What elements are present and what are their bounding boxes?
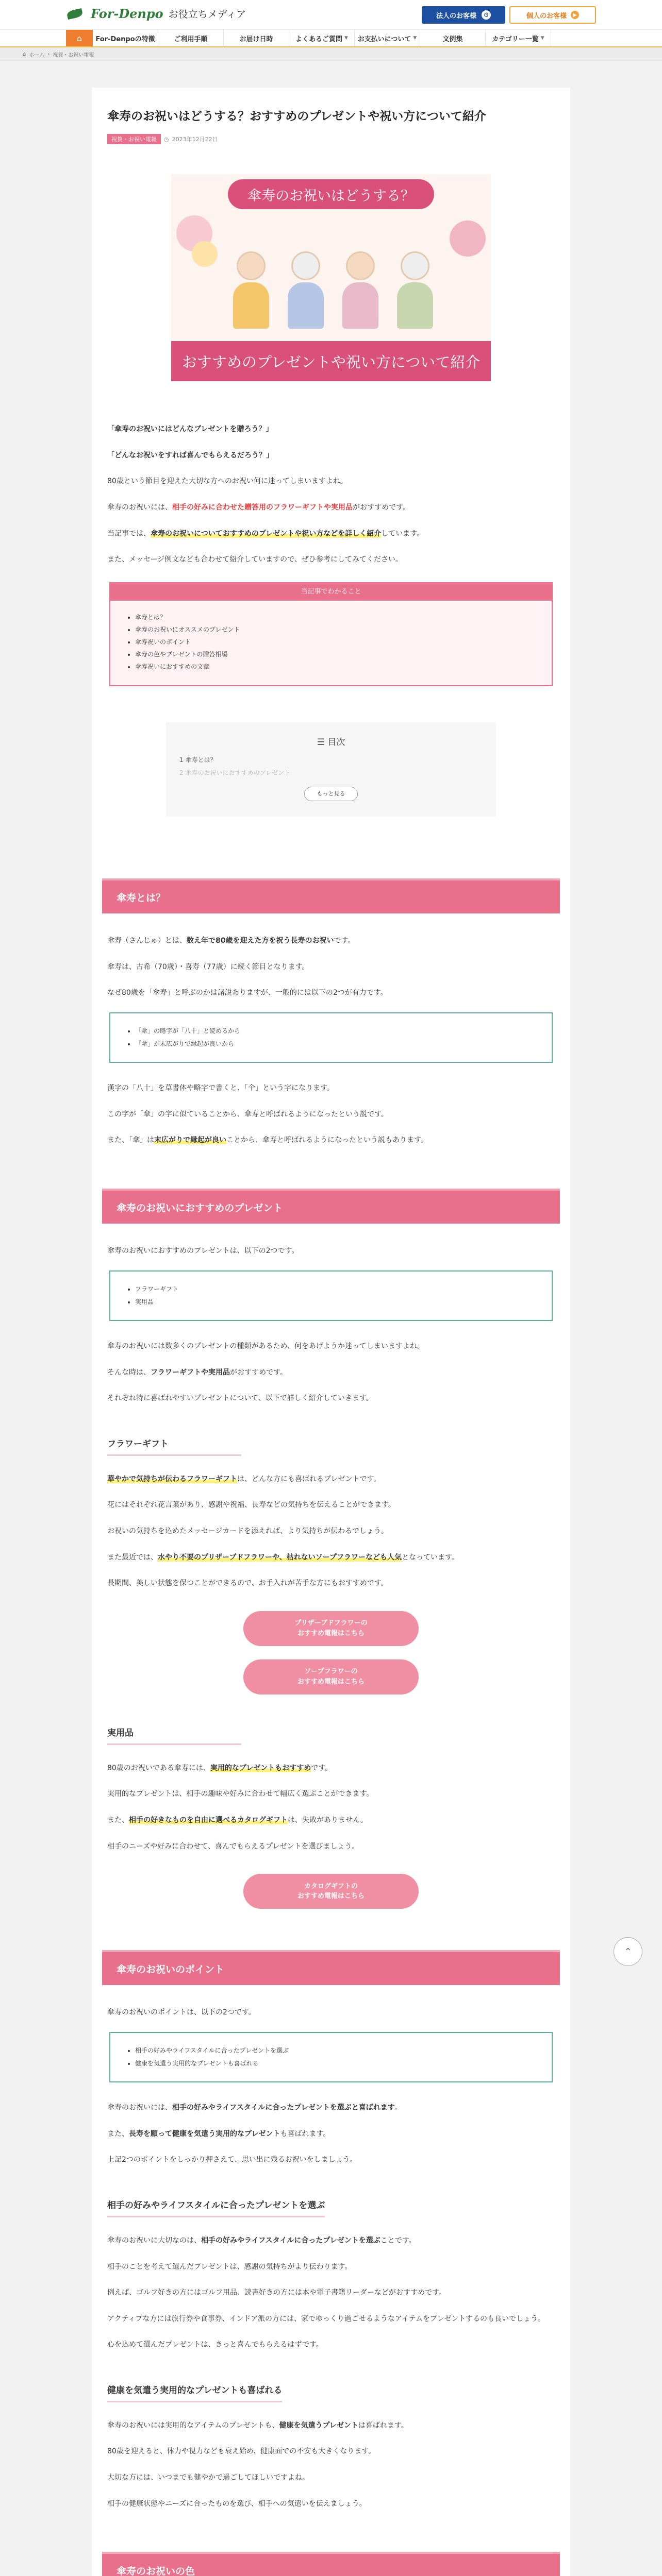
intro-question: 「傘寿のお祝いにはどんなプレゼントを贈ろう？」 <box>107 425 273 434</box>
nav-features[interactable]: For-Denpoの特徴 <box>93 30 158 46</box>
nav-delivery-date[interactable]: お届け日時 <box>224 30 289 46</box>
body-text: また、「傘」は末広がりで縁起が良いことから、傘寿と呼ばれるようになったという説もあります。 <box>107 1136 428 1145</box>
body-text: 80歳のお祝いである傘寿には、実用的なプレゼントもおすすめです。 <box>107 1764 333 1772</box>
nav-categories[interactable]: カテゴリー一覧 ▼ <box>486 30 551 46</box>
section-heading: 傘寿のお祝いのポイント <box>102 1950 560 1985</box>
breadcrumb <box>0 47 662 61</box>
body-text: 大切な方には、いつまでも健やかで過ごしてほしいですよね。 <box>107 2473 309 2482</box>
body-text: 相手のことを考えて選んだプレゼントは、感謝の気持ちがより伝わります。 <box>107 2262 352 2271</box>
list-item: • 傘寿祝いのポイント <box>135 636 536 648</box>
body-text: それぞれ特に喜ばれやすいプレゼントについて、以下で詳しく紹介していきます。 <box>107 1394 373 1403</box>
summary-heading: 当記事でわかること <box>110 583 552 601</box>
list-item: • フラワーギフト <box>135 1283 534 1296</box>
toc-item[interactable]: 1 傘寿とは？ <box>179 756 217 764</box>
body-text: また、相手の好きなものを自由に選べるカタログギフトは、失敗がありません。 <box>107 1816 368 1824</box>
intro-question: 「どんなお祝いをすれば喜んでもらえるだろう？」 <box>107 451 273 460</box>
body-text: また、長寿を願って健康を気遣う実用的なプレゼントも喜ばれます。 <box>107 2129 330 2138</box>
body-text: アクティブな方には旅行券や食事券、インドア派の方には、家でゆっくり過ごせるようなアイテムをプレゼントするのも良いでしょう。 <box>107 2314 545 2323</box>
table-of-contents <box>166 722 496 817</box>
body-text: 傘寿のお祝いには、相手の好みやライフスタイルに合ったプレゼントを選ぶと喜ばれます。 <box>107 2104 402 2112</box>
arrow-right-icon: ▶ <box>571 11 579 19</box>
flower-illustration <box>192 241 218 267</box>
chevron-down-icon: ▼ <box>540 36 544 41</box>
home-icon[interactable]: ⌂ <box>66 30 93 46</box>
breadcrumb-category[interactable]: 祝賀・お祝い電報 <box>53 52 94 58</box>
page-title: 傘寿のお祝いはどうする？おすすめのプレゼントや祝い方について紹介 <box>107 110 486 123</box>
subsection-heading: 健康を気遣う実用的なプレゼントも喜ばれる <box>107 2383 282 2402</box>
body-text: 相手のニーズや好みに合わせて、喜んでもらえるプレゼントを選びましょう。 <box>107 1842 359 1851</box>
individual-customer-label: 個人のお客様 <box>526 12 567 20</box>
body-text: 華やかで気持ちが伝わるフラワーギフトは、どんな方にも喜ばれるプレゼントです。 <box>107 1475 381 1483</box>
catalog-gift-link-button[interactable]: カタログギフトの おすすめ電報はこちら <box>243 1874 419 1909</box>
intro-text: また、メッセージ例文なども合わせて紹介していますので、ぜひ参考にしてみてください。 <box>107 555 403 564</box>
article-meta <box>107 134 555 144</box>
list-item: • 傘寿とは？ <box>135 611 536 623</box>
body-text: また最近では、水やり不要のプリザーブドフラワーや、枯れないソープフラワーなども人気となっています。 <box>107 1553 459 1562</box>
nav-usage-steps[interactable]: ご利用手順 <box>158 30 224 46</box>
global-nav <box>0 30 662 47</box>
body-text: 上記2つのポイントをしっかり押さえて、思い出に残るお祝いをしましょう。 <box>107 2156 357 2164</box>
section-heading: 傘寿とは？ <box>102 878 560 913</box>
body-text: 傘寿（さんじゅ）とは、数え年で80歳を迎えた方を祝う長寿のお祝いです。 <box>107 937 355 945</box>
soap-flower-link-button[interactable]: ソープフラワーの おすすめ電報はこちら <box>243 1659 419 1694</box>
body-text: 傘寿のお祝いのポイントは、以下の2つです。 <box>107 2008 256 2017</box>
subsection-heading: 実用品 <box>107 1725 241 1745</box>
point-box <box>109 1012 553 1063</box>
eyecatch-banner: おすすめのプレゼントや祝い方について紹介 <box>171 341 491 381</box>
gear-icon: ⚙ <box>482 10 491 20</box>
body-text: 花にはそれぞれ花言葉があり、感謝や祝福、長寿などの気持ちを伝えることができます。 <box>107 1501 395 1510</box>
nav-payment[interactable]: お支払いについて ▼ <box>355 30 420 46</box>
intro-text: 80歳という節目を迎えた大切な方へのお祝い何に迷ってしまいますよね。 <box>107 477 347 486</box>
point-box <box>109 1270 553 1321</box>
flower-illustration <box>450 221 486 257</box>
body-text: なぜ80歳を「傘寿」と呼ぶのかは諸説ありますが、一般的には以下の2つが有力です。 <box>107 989 388 997</box>
subsection-heading: 相手の好みやライフスタイルに合ったプレゼントを選ぶ <box>107 2198 325 2217</box>
nav-examples[interactable]: 文例集 <box>420 30 486 46</box>
toc-item[interactable]: 2 傘寿のお祝いにおすすめのプレゼント <box>179 769 291 776</box>
category-tag[interactable]: 祝賀・お祝い電報 <box>107 134 161 144</box>
section-heading: 傘寿のお祝いにおすすめのプレゼント <box>102 1189 560 1224</box>
chevron-up-icon: ⌃ <box>624 1946 632 1957</box>
body-text: 長期間、美しい状態を保つことができるので、お手入れが苦手な方にもおすすめです。 <box>107 1579 388 1588</box>
body-text: 漢字の「八十」を草書体や略字で書くと、「仐」という字になります。 <box>107 1084 334 1093</box>
intro-text: 傘寿のお祝いには、相手の好みに合わせた贈答用のフラワーギフトや実用品がおすすめです。 <box>107 503 410 512</box>
list-item: • 相手の好みやライフスタイルに合ったプレゼントを選ぶ <box>135 2044 534 2057</box>
body-text: 傘寿のお祝いには実用的なアイテムのプレゼントも、健康を気遣うプレゼントは喜ばれます。 <box>107 2421 408 2430</box>
body-text: この字が「傘」の字に似ていることから、傘寿と呼ばれるようになったという説です。 <box>107 1110 388 1118</box>
site-header <box>0 0 662 30</box>
preserved-flower-link-button[interactable]: プリザーブドフラワーの おすすめ電報はこちら <box>243 1611 419 1646</box>
body-text: そんな時は、フラワーギフトや実用品がおすすめです。 <box>107 1368 288 1377</box>
corporate-customer-button[interactable] <box>422 6 505 24</box>
eyecatch-image <box>171 174 491 381</box>
breadcrumb-home[interactable]: ホーム <box>29 52 45 58</box>
body-text: 傘寿は、古希（70歳）・喜寿（77歳）に続く節目となります。 <box>107 962 309 971</box>
body-text: お祝いの気持ちを込めたメッセージカードを添えれば、より気持ちが伝わるでしょう。 <box>107 1527 389 1535</box>
home-icon: ⌂ <box>23 51 26 57</box>
chevron-down-icon: ▼ <box>344 36 348 41</box>
nav-faq[interactable]: よくあるご質問 ▼ <box>289 30 355 46</box>
body-text: 傘寿のお祝いには数多くのプレゼントの種類があるため、何をあげようか迷ってしまいますよね。 <box>107 1342 424 1351</box>
chevron-down-icon: ▼ <box>413 36 417 41</box>
toc-more-button[interactable]: もっと見る <box>304 787 358 801</box>
article <box>92 88 570 2576</box>
list-item: • 健康を気遣う実用的なプレゼントも喜ばれる <box>135 2057 534 2070</box>
logo-subtitle: お役立ちメディア <box>168 9 246 20</box>
list-item: • 傘寿祝いにおすすめの文章 <box>135 660 536 673</box>
intro-text: 当記事では、傘寿のお祝いについておすすめのプレゼントや祝い方などを詳しく紹介しています。 <box>107 529 424 538</box>
corporate-customer-label: 法人のお客様 <box>436 12 476 20</box>
eyecatch-title: 傘寿のお祝いはどうする？ <box>228 179 434 209</box>
individual-customer-button[interactable] <box>509 6 596 24</box>
list-item: • 「傘」の略字が「八十」と読めるから <box>135 1025 534 1038</box>
body-text: 相手の健康状態やニーズに合ったものを選び、相手への気遣いを伝えましょう。 <box>107 2499 367 2508</box>
logo-brand: For-Denpo <box>91 6 163 21</box>
toc-heading: ☰ 目次 <box>317 737 345 748</box>
list-item: • 傘寿の色やプレゼントの贈答相場 <box>135 648 536 660</box>
list-item: • 実用品 <box>135 1296 534 1309</box>
point-box <box>109 2032 553 2082</box>
breadcrumb-separator-icon: › <box>47 51 50 57</box>
clock-icon: ◷ <box>164 135 169 143</box>
summary-box <box>109 582 553 686</box>
body-text: 心を込めて選んだプレゼントは、きっと喜んでもらえるはずです。 <box>107 2341 323 2349</box>
body-text: 80歳を迎えると、体力や視力なども衰え始め、健康面での不安も大きくなります。 <box>107 2447 376 2456</box>
section-heading: 傘寿のお祝いの色 <box>102 2552 560 2576</box>
publish-date: 2023年12月22日 <box>172 136 218 143</box>
family-illustration <box>233 251 433 329</box>
site-logo[interactable] <box>66 6 246 21</box>
body-text: 傘寿のお祝いにおすすめのプレゼントは、以下の2つです。 <box>107 1247 299 1256</box>
body-text: 実用的なプレゼントは、相手の趣味や好みに合わせて幅広く選ぶことができます。 <box>107 1790 374 1799</box>
subsection-heading: フラワーギフト <box>107 1436 241 1456</box>
scroll-to-top-button[interactable] <box>614 1937 642 1966</box>
leaf-logo-icon <box>66 7 86 21</box>
list-item: • 「傘」が末広がりで縁起が良いから <box>135 1038 534 1050</box>
body-text: 例えば、ゴルフ好きの方にはゴルフ用品、読書好きの方には本や電子書籍リーダーなどがおすすめです。 <box>107 2289 446 2297</box>
body-text: 傘寿のお祝いに大切なのは、相手の好みやライフスタイルに合ったプレゼントを選ぶことです。 <box>107 2236 416 2245</box>
list-icon: ☰ <box>317 737 328 748</box>
list-item: • 傘寿のお祝いにオススメのプレゼント <box>135 623 536 636</box>
